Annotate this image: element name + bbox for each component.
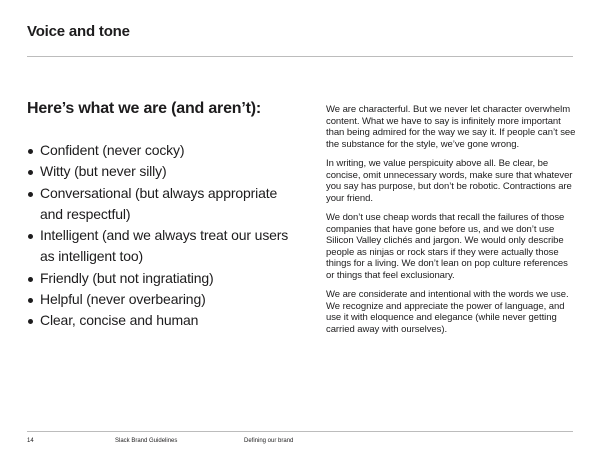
traits-list	[27, 140, 302, 332]
description-paragraph: We are considerate and intentional with the words we use. We recognize and appreciate the power of language, and use it with eloquence and elegance (while never getting carried away with ourselves).	[326, 289, 569, 335]
trait-item: Confident (never cocky)	[27, 140, 302, 161]
traits-heading: Here’s what we are (and aren’t):	[27, 100, 261, 117]
traits-column	[27, 100, 302, 332]
trait-item: Witty (but never silly)	[27, 161, 302, 182]
page-title: Voice and tone	[27, 23, 130, 40]
trait-item: Clear, concise and human	[27, 310, 302, 331]
description-paragraph: We don’t use cheap words that recall the failures of those companies that have gone before us, and we don’t use Silicon Valley clichés and jargon. We would only describe people as ninjas or rock stars if they were actually those things for a living. We don’t lean on pop culture references or things that feel exclusionary.	[326, 212, 568, 281]
header-divider	[27, 56, 573, 57]
footer-divider	[27, 431, 573, 432]
trait-item: Helpful (never overbearing)	[27, 289, 302, 310]
section-name: Defining our brand	[244, 438, 294, 444]
description-column	[326, 104, 576, 343]
trait-item: Friendly (but not ingratiating)	[27, 268, 302, 289]
trait-item: Intelligent (and we always treat our users as intelligent too)	[27, 225, 302, 268]
description-paragraph: In writing, we value perspicuity above all. Be clear, be concise, omit unnecessary words, make sure that whatever you say has purpose, but don’t be robotic. Contractions are your friend.	[326, 158, 573, 204]
page-number: 14	[27, 438, 34, 444]
trait-item: Conversational (but always appropriate and respectful)	[27, 183, 302, 226]
document-name: Slack Brand Guidelines	[115, 438, 178, 444]
description-paragraph: We are characterful. But we never let character overwhelm content. What we have to say is infinitely more important than being admired for the way we say it. If people can’t see the substance for the style, we’ve gone wrong.	[326, 104, 576, 150]
